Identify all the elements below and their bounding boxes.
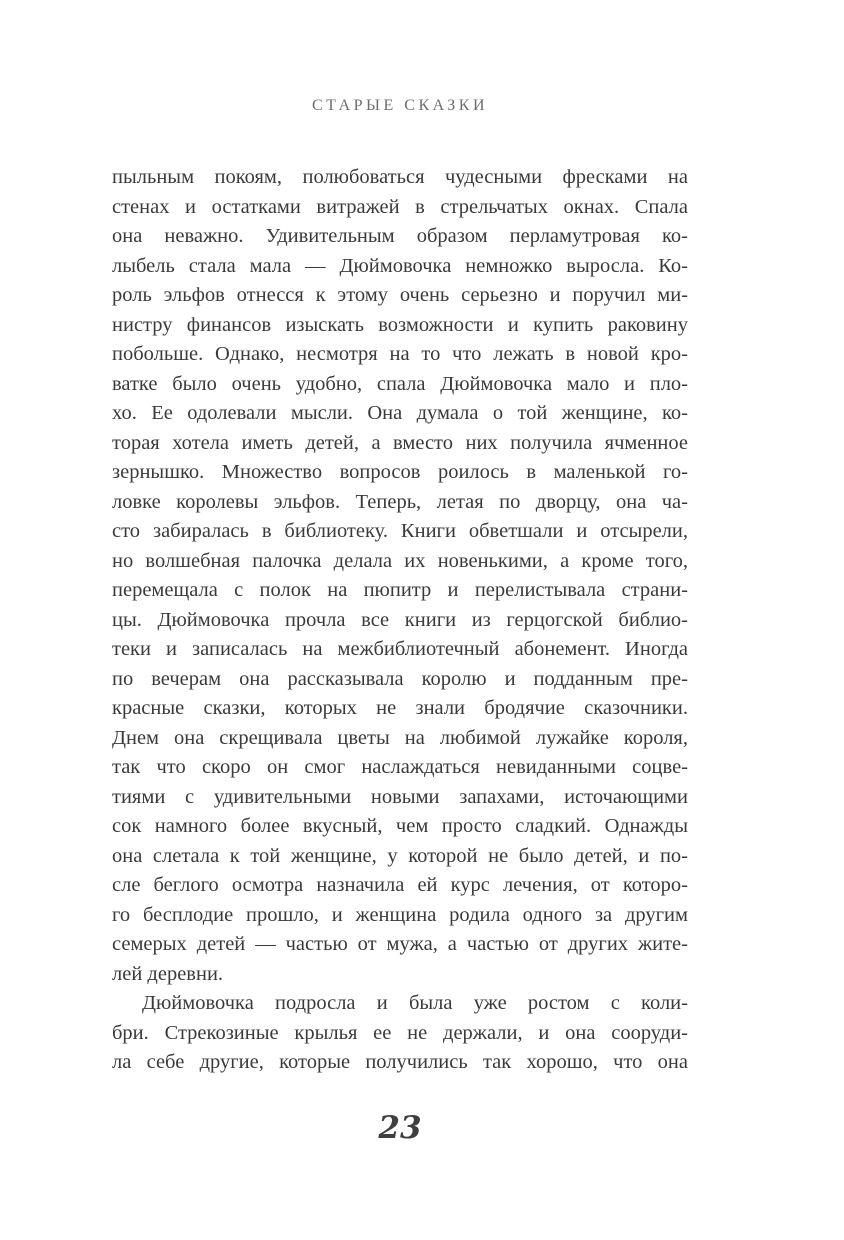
text-line: семерых детей — частью от мужа, а частью от других жите-: [112, 933, 688, 955]
text-line: перемещала с полок на пюпитр и перелистывала страни-: [112, 579, 688, 601]
page-number: 23: [378, 1110, 422, 1146]
text-line: по вечерам она рассказывала королю и подданным пре-: [112, 667, 688, 690]
text-line: побольше. Однако, несмотря на то что лежать в новой кро-: [112, 343, 688, 365]
text-line: она неважно. Удивительным образом перламутровая ко-: [112, 225, 688, 247]
text-line: бри. Стрекозиные крылья ее не держали, и она сооруди-: [112, 1021, 688, 1044]
text-line: сле беглого осмотра назначила ей курс лечения, от которо-: [112, 874, 688, 896]
text-line: теки и записалась на межбиблиотечный абонемент. Иногда: [112, 638, 688, 660]
text-line: Дюймовочка подросла и была уже ростом с коли-: [142, 992, 688, 1014]
text-line: го бесплодие прошло, и женщина родила одного за другим: [112, 903, 688, 926]
text-line: стенах и остатками витражей в стрельчатых окнах. Спала: [112, 195, 688, 218]
text-line: цы. Дюймовочка прочла все книги из герцогской библио-: [112, 608, 688, 631]
running-header: СТАРЫЕ СКАЗКИ: [311, 97, 489, 114]
text-line: Днем она скрещивала цветы на любимой лужайке короля,: [112, 726, 688, 749]
text-line: красные сказки, которых не знали бродячие сказочники.: [112, 697, 688, 719]
text-line: лей деревни.: [112, 962, 224, 985]
text-line: лыбель стала мала — Дюймовочка немножко выросла. Ко-: [112, 254, 688, 277]
text-line: ловке королевы эльфов. Теперь, летая по дворцу, она ча-: [112, 490, 688, 513]
text-line: сок намного более вкусный, чем просто сладкий. Однажды: [112, 815, 688, 837]
text-line: ватке было очень удобно, спала Дюймовочка мало и пло-: [112, 372, 688, 395]
text-line: хо. Ее одолевали мысли. Она думала о той женщине, ко-: [112, 402, 688, 424]
text-line: тиями с удивительными новыми запахами, источающими: [112, 785, 688, 808]
text-line: сто забиралась в библиотеку. Книги обветшали и отсырели,: [112, 520, 688, 542]
text-line: торая хотела иметь детей, а вместо них получила ячменное: [112, 431, 688, 454]
text-line: зернышко. Множество вопросов роилось в маленькой го-: [112, 461, 688, 483]
text-line: но волшебная палочка делала их новенькими, а кроме того,: [112, 549, 688, 572]
body-text: [112, 163, 688, 1078]
text-line: она слетала к той женщине, у которой не было детей, и по-: [112, 844, 688, 867]
text-line: роль эльфов отнесся к этому очень серьезно и поручил ми-: [112, 284, 688, 306]
text-line: ла себе другие, которые получились так хорошо, что она: [112, 1051, 688, 1073]
text-line: пыльным покоям, полюбоваться чудесными фресками на: [112, 166, 688, 188]
text-line: нистру финансов изыскать возможности и купить раковину: [112, 313, 688, 336]
text-line: так что скоро он смог наслаждаться невиданными соцве-: [112, 756, 688, 778]
